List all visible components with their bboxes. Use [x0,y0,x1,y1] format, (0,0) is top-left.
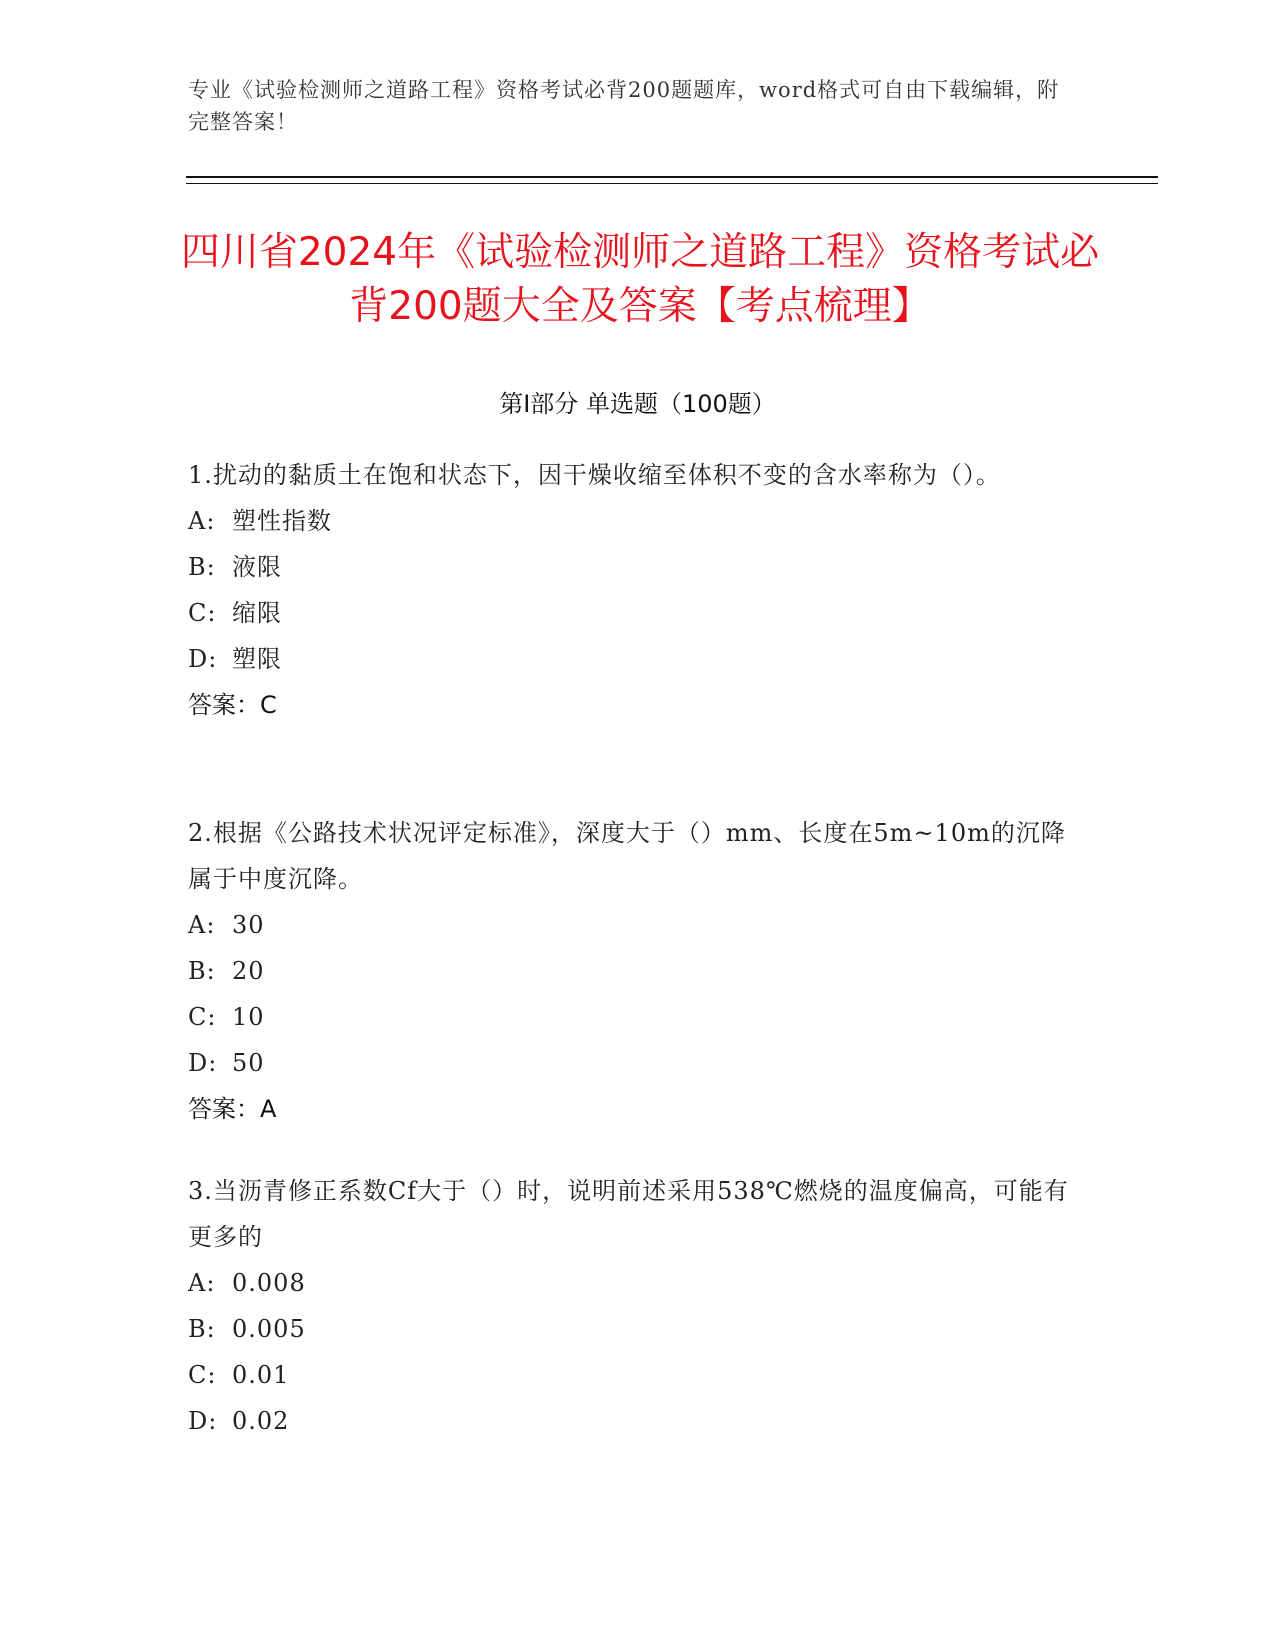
option-b [188,1306,1088,1352]
option-text: 0.01 [232,1361,290,1389]
header-divider-thick [186,176,1158,178]
option-text: 10 [232,1003,265,1031]
option-text: 塑性指数 [232,507,332,535]
answer-line: 答案：C [188,691,277,719]
option-letter: B: [188,1315,216,1343]
section-heading: 第I部分 单选题（100题） [499,390,776,418]
option-letter: C: [188,599,217,627]
question-stem: 1.扰动的黏质土在饱和状态下，因干燥收缩至体积不变的含水率称为（）。 [188,461,1001,489]
option-letter: B: [188,957,216,985]
option-text: 30 [232,911,265,939]
option-d [188,636,1088,682]
question-2 [188,810,1088,1132]
option-letter: A: [188,911,216,939]
option-b [188,948,1088,994]
question-3 [188,1168,1088,1444]
option-a [188,498,1088,544]
option-d [188,1040,1088,1086]
option-text: 0.005 [232,1315,306,1343]
option-text: 20 [232,957,265,985]
option-d [188,1398,1088,1444]
option-letter: A: [188,1269,216,1297]
option-text: 50 [232,1049,265,1077]
option-b [188,544,1088,590]
answer-line: 答案：A [188,1095,277,1123]
question-1 [188,452,1088,728]
header-divider-thin [186,183,1158,184]
option-letter: A: [188,507,216,535]
option-letter: B: [188,553,216,581]
option-c [188,994,1088,1040]
option-letter: C: [188,1003,217,1031]
document-title: 四川省2024年《试验检测师之道路工程》资格考试必背200题大全及答案【考点梳理】 [180,230,1100,329]
question-stem: 2.根据《公路技术状况评定标准》，深度大于（）mm、长度在5m~10m的沉降属于中度沉降。 [188,819,1066,893]
option-letter: D: [188,645,218,673]
option-letter: C: [188,1361,217,1389]
option-text: 0.008 [232,1269,306,1297]
question-stem: 3.当沥青修正系数Cf大于（）时，说明前述采用538℃燃烧的温度偏高，可能有更多的 [188,1177,1069,1251]
header-note: 专业《试验检测师之道路工程》资格考试必背200题题库，word格式可自由下载编辑，附完整答案！ [188,78,1060,134]
option-a [188,1260,1088,1306]
option-text: 塑限 [232,645,282,673]
option-text: 缩限 [232,599,282,627]
option-letter: D: [188,1407,218,1435]
option-text: 0.02 [232,1407,290,1435]
option-c [188,590,1088,636]
option-a [188,902,1088,948]
option-text: 液限 [232,553,282,581]
option-c [188,1352,1088,1398]
option-letter: D: [188,1049,218,1077]
